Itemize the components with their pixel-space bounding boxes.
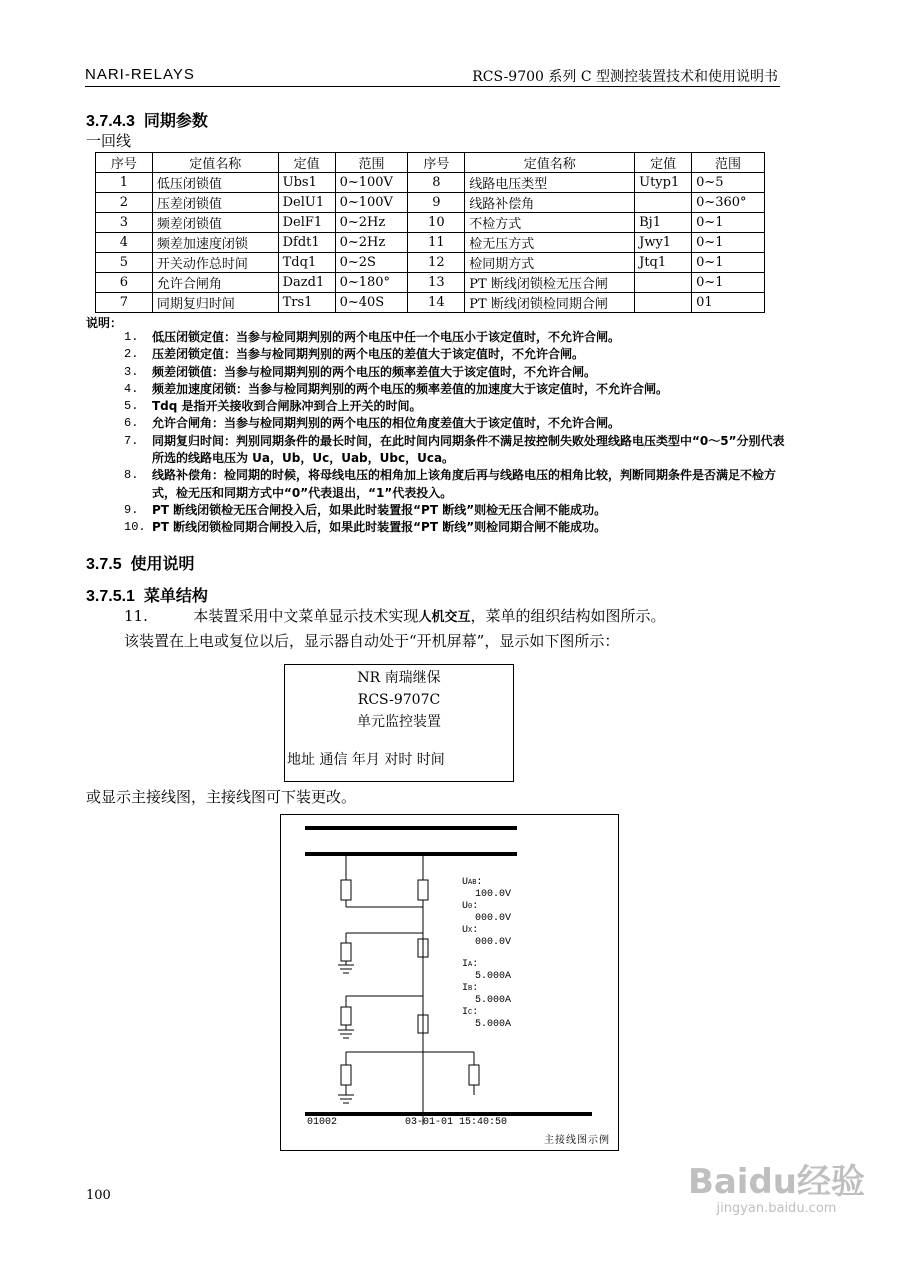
table-cell: 频差加速度闭锁: [152, 233, 278, 253]
note-text: 低压闭锁定值：当参与检同期判别的两个电压中任一个电压小于该定值时，不允许合闸。: [152, 330, 621, 344]
table-cell: 0~2Hz: [335, 213, 408, 233]
paragraph-number: 11.: [124, 607, 148, 625]
table-cell: 0~2Hz: [335, 233, 408, 253]
paragraph-startup: 该装置在上电或复位以后，显示器自动处于“开机屏幕”，显示如下图所示：: [124, 632, 620, 650]
table-cell: 0~360°: [692, 193, 765, 213]
table-cell: 开关动作总时间: [152, 253, 278, 273]
note-item: [124, 502, 794, 519]
table-cell: PT 断线闭锁检同期合闸: [465, 293, 635, 313]
screen-line-3: 单元监控装置: [357, 714, 441, 730]
header-right: RCS-9700 系列 C 型测控装置技术和使用说明书: [472, 69, 778, 85]
note-number: 5.: [124, 399, 139, 414]
table-cell: 01: [692, 293, 765, 313]
table-row: [96, 233, 765, 253]
table-header-cell: 定值: [635, 153, 692, 173]
note-item: [124, 433, 794, 468]
section-heading-3743: [86, 108, 208, 131]
table-header-cell: 范围: [335, 153, 408, 173]
section-title: 菜单结构: [143, 588, 208, 605]
reading-symbol: U: [462, 901, 469, 912]
ground-switch-2: [341, 1007, 351, 1025]
diagram-caption: 主接线图示例: [544, 1135, 610, 1146]
table-cell: 8: [408, 173, 465, 193]
section-number: 3.7.5.1: [86, 588, 135, 605]
table-cell: 14: [408, 293, 465, 313]
section-heading-3751: [86, 583, 208, 606]
table-header-cell: 定值: [278, 153, 335, 173]
reading-subscript: A: [468, 961, 473, 969]
status-left: 01002: [307, 1117, 338, 1128]
note-number: 4.: [124, 381, 139, 396]
reading-value: 5.000A: [475, 1019, 512, 1030]
reading-subscript: X: [468, 927, 473, 935]
note-number: 1.: [124, 330, 139, 344]
table-cell: 0~180°: [335, 273, 408, 293]
paragraph-menu: [124, 605, 665, 626]
table-row: [96, 193, 765, 213]
watermark-url: jingyan.baidu.com: [716, 1201, 837, 1216]
note-text: PT 断线闭锁检无压合闸投入后，如果此时装置报“PT 断线”则检无压合闸不能成功。: [152, 502, 607, 517]
table-cell: 9: [408, 193, 465, 213]
paragraph-text: ，菜单的组织结构如图所示。: [470, 607, 666, 625]
subtitle: 一回线: [86, 132, 132, 150]
main-breaker: [418, 880, 428, 900]
table-cell: 线路补偿角: [465, 193, 635, 213]
ground-switch-3: [341, 1065, 351, 1085]
table-cell: 6: [96, 273, 153, 293]
reading-label: IA:: [462, 959, 479, 970]
table-cell: 低压闭锁值: [152, 173, 278, 193]
section-title: 同期参数: [143, 113, 208, 130]
note-item: [124, 415, 794, 432]
table-cell: 2: [96, 193, 153, 213]
note-text: 压差闭锁定值：当参与检同期判别的两个电压的差值大于该定值时，不允许合闸。: [152, 347, 585, 362]
table-header-cell: 序号: [96, 153, 153, 173]
wiring-diagram-svg: [281, 815, 618, 1150]
page-number: 100: [86, 1188, 111, 1203]
load-breaker: [469, 1065, 479, 1085]
table-cell: DelF1: [278, 213, 335, 233]
note-item: [124, 329, 794, 346]
note-number: 2.: [124, 347, 139, 362]
reading-symbol: U: [462, 925, 469, 936]
section-number: 3.7.5: [86, 556, 122, 573]
left-breaker: [341, 880, 351, 900]
note-number: 6.: [124, 416, 139, 431]
screen-line-1: NR 南瑞继保: [357, 670, 441, 686]
table-header-cell: 范围: [692, 153, 765, 173]
wiring-diagram: [280, 814, 619, 1151]
table-cell: 11: [408, 233, 465, 253]
table-cell: Utyp1: [635, 173, 692, 193]
table-cell: [635, 293, 692, 313]
table-cell: 10: [408, 213, 465, 233]
reading-label: UX:: [462, 925, 479, 936]
reading-subscript: B: [468, 985, 473, 993]
table-cell: Dazd1: [278, 273, 335, 293]
table-header-row: [96, 153, 765, 173]
note-item: [124, 364, 794, 381]
note-text: 同期复归时间：判别同期条件的最长时间，在此时间内同期条件不满足按控制失败处理线路电压类型中“0～5”分别代表所选的线路电压为 Ua，Ub，Uc，Uab，Ubc，Uca。: [152, 433, 785, 466]
watermark-brand: Baidu经验: [687, 1162, 865, 1202]
note-item: [124, 519, 794, 536]
table-cell: 不检方式: [465, 213, 635, 233]
reading-symbol: I: [462, 959, 469, 970]
reading-symbol: U: [462, 877, 469, 888]
table-cell: 频差闭锁值: [152, 213, 278, 233]
table-header-cell: 序号: [408, 153, 465, 173]
reading-value: 100.0V: [475, 889, 512, 900]
table-cell: Bj1: [635, 213, 692, 233]
section-number: 3.7.4.3: [86, 113, 135, 130]
table-cell: 0~5: [692, 173, 765, 193]
table-cell: DelU1: [278, 193, 335, 213]
note-number: 7.: [124, 433, 139, 448]
reading-label: IC:: [462, 1007, 479, 1018]
header-rule: [85, 86, 780, 87]
paragraph-diagram: 或显示主接线图，主接线图可下装更改。: [86, 788, 357, 806]
note-item: [124, 467, 794, 502]
note-item: [124, 346, 794, 363]
reading-value: 000.0V: [475, 937, 512, 948]
note-text: Tdq 是指开关接收到合闸脉冲到合上开关的时间。: [152, 399, 422, 414]
table-row: [96, 253, 765, 273]
screen-line-2: RCS-9707C: [357, 692, 441, 708]
paragraph-text: 本装置采用中文菜单显示技术实现: [193, 607, 419, 625]
table-cell: 同期复归时间: [152, 293, 278, 313]
table-cell: 1: [96, 173, 153, 193]
table-cell: 0~1: [692, 213, 765, 233]
header-left: NARI-RELAYS: [85, 66, 195, 83]
note-text: PT 断线闭锁检同期合闸投入后，如果此时装置报“PT 断线”则检同期合闸不能成功。: [152, 520, 607, 535]
watermark: [688, 1163, 865, 1216]
table-cell: 线路电压类型: [465, 173, 635, 193]
note-number: 3.: [124, 364, 139, 379]
parameters-table: [95, 152, 765, 313]
reading-value: 5.000A: [475, 995, 512, 1006]
reading-label: IB:: [462, 983, 479, 994]
note-number: 8.: [124, 468, 139, 483]
ground-switch-1: [341, 943, 351, 961]
note-item: [124, 398, 794, 415]
table-cell: 0~100V: [335, 193, 408, 213]
table-row: [96, 213, 765, 233]
table-row: [96, 273, 765, 293]
reading-value: 5.000A: [475, 971, 512, 982]
table-cell: Dfdt1: [278, 233, 335, 253]
notes-list: [124, 329, 794, 537]
table-cell: Ubs1: [278, 173, 335, 193]
reading-subscript: 0: [468, 903, 473, 911]
table-row: [96, 293, 765, 313]
table-cell: 13: [408, 273, 465, 293]
table-cell: 0~1: [692, 273, 765, 293]
note-text: 线路补偿角：检同期的时候，将母线电压的相角加上该角度后再与线路电压的相角比较，判断同期条件是否满足不检方式，检无压和同期方式中“0”代表退出，“1”代表投入。: [152, 468, 777, 500]
note-item: [124, 381, 794, 398]
table-cell: PT 断线闭锁检无压合闸: [465, 273, 635, 293]
paragraph-bold-text: 人机交互: [418, 610, 471, 625]
note-text: 频差加速度闭锁：当参与检同期判别的两个电压的频率差值的加速度大于该定值时，不允许合闸。: [152, 381, 669, 396]
reading-value: 000.0V: [475, 913, 512, 924]
table-cell: [635, 193, 692, 213]
table-cell: 0~100V: [335, 173, 408, 193]
startup-screen: [284, 664, 514, 782]
table-header-cell: 定值名称: [465, 153, 635, 173]
reading-label: U0:: [462, 901, 479, 912]
table-cell: 7: [96, 293, 153, 313]
reading-symbol: I: [462, 983, 469, 994]
table-cell: Jwy1: [635, 233, 692, 253]
table-cell: Tdq1: [278, 253, 335, 273]
note-text: 频差闭锁值：当参与检同期判别的两个电压的频率差值大于该定值时，不允许合闸。: [152, 364, 597, 379]
table-cell: [635, 273, 692, 293]
note-text: 允许合闸角：当参与检同期判别的两个电压的相位角度差值大于该定值时，不允许合闸。: [152, 416, 621, 431]
table-cell: 5: [96, 253, 153, 273]
table-cell: 检同期方式: [465, 253, 635, 273]
readings-panel: [462, 877, 511, 1031]
notes-title: 说明：: [86, 316, 123, 330]
table-cell: Trs1: [278, 293, 335, 313]
reading-subscript: C: [468, 1009, 473, 1017]
reading-subscript: AB: [468, 879, 477, 887]
table-cell: 0~40S: [335, 293, 408, 313]
table-cell: 0~2S: [335, 253, 408, 273]
table-row: [96, 173, 765, 193]
table-cell: 0~1: [692, 253, 765, 273]
section-title: 使用说明: [130, 556, 195, 573]
table-cell: 压差闭锁值: [152, 193, 278, 213]
section-heading-375: [86, 551, 195, 574]
status-datetime: 03-01-01 15:40:50: [405, 1117, 508, 1128]
table-cell: 允许合闸角: [152, 273, 278, 293]
table-cell: Jtq1: [635, 253, 692, 273]
reading-label: UAB:: [462, 877, 483, 888]
table-cell: 3: [96, 213, 153, 233]
reading-symbol: I: [462, 1007, 469, 1018]
note-number: 9.: [124, 502, 139, 517]
table-cell: 检无压方式: [465, 233, 635, 253]
screen-bottom-menu: 地址 通信 年月 对时 时间: [287, 752, 445, 768]
table-cell: 12: [408, 253, 465, 273]
table-header-cell: 定值名称: [152, 153, 278, 173]
note-number: 10.: [124, 520, 146, 535]
table-cell: 0~1: [692, 233, 765, 253]
table-cell: 4: [96, 233, 153, 253]
